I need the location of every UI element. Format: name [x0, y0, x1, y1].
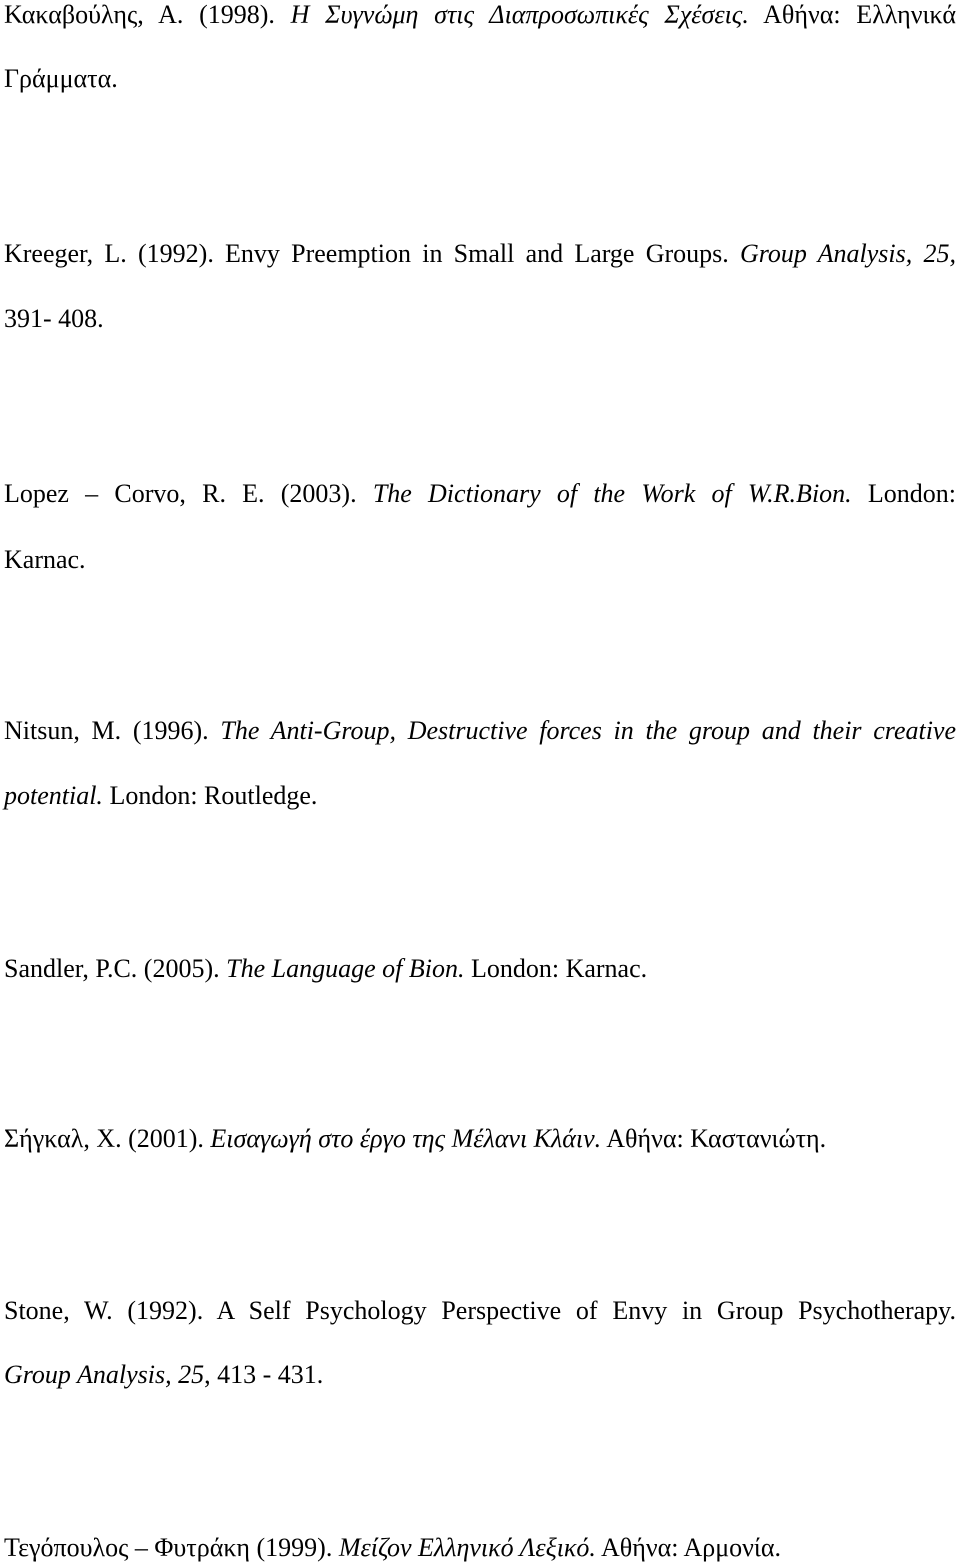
book-title: Η Συγνώμη στις Διαπροσωπικές Σχέσεις.	[290, 0, 749, 29]
journal-title: Group Analysis, 25	[4, 1360, 205, 1389]
reference-line	[4, 1126, 956, 1152]
publisher: London:	[851, 479, 956, 508]
author-year: Σήγκαλ, Χ. (2001).	[4, 1124, 211, 1153]
reference-line	[4, 306, 956, 332]
reference-line	[4, 1298, 956, 1324]
author-year: Nitsun, M. (1996).	[4, 716, 221, 745]
book-title: The Dictionary of the Work of W.R.Bion.	[372, 479, 852, 508]
publisher: Αθήνα: Αρμονία.	[595, 1533, 782, 1562]
book-title: potential.	[4, 781, 103, 810]
book-title: The Anti-Group, Destructive forces in the group and their creative	[220, 716, 957, 745]
publisher: London: Routledge.	[102, 781, 318, 810]
journal-title: Group Analysis, 25,	[739, 239, 956, 268]
reference-line	[4, 547, 956, 573]
book-title: Μείζον Ελληνικό Λεξικό.	[338, 1533, 596, 1562]
publisher: Αθήνα: Καστανιώτη.	[601, 1124, 827, 1153]
author-title: Stone, W. (1992). A Self Psychology Perspective of Envy in Group Psychotherapy.	[4, 1296, 956, 1325]
pages: , 413 - 431.	[204, 1360, 324, 1389]
reference-line	[4, 1535, 956, 1561]
reference-line	[4, 2, 956, 28]
reference-line	[4, 66, 956, 92]
publisher: London: Karnac.	[464, 954, 648, 983]
author-year: Lopez – Corvo, R. E. (2003).	[4, 479, 373, 508]
publisher: Karnac.	[4, 545, 86, 574]
publisher: Γράμματα.	[4, 64, 118, 93]
book-title: Εισαγωγή στο έργο της Μέλανι Κλάιν.	[210, 1124, 602, 1153]
publisher: Αθήνα: Ελληνικά	[748, 0, 957, 29]
pages: 391- 408.	[4, 304, 104, 333]
author-title: Kreeger, L. (1992). Envy Preemption in Small and Large Groups.	[4, 239, 740, 268]
author-year: Sandler, P.C. (2005).	[4, 954, 227, 983]
reference-line	[4, 481, 956, 507]
reference-line	[4, 956, 956, 982]
reference-line	[4, 718, 956, 744]
reference-line	[4, 1362, 956, 1388]
author-year: Κακαβούλης, Α. (1998).	[4, 0, 291, 29]
reference-line	[4, 783, 956, 809]
book-title: The Language of Bion.	[226, 954, 465, 983]
author-year: Τεγόπουλος – Φυτράκη (1999).	[4, 1533, 339, 1562]
reference-line	[4, 241, 956, 267]
